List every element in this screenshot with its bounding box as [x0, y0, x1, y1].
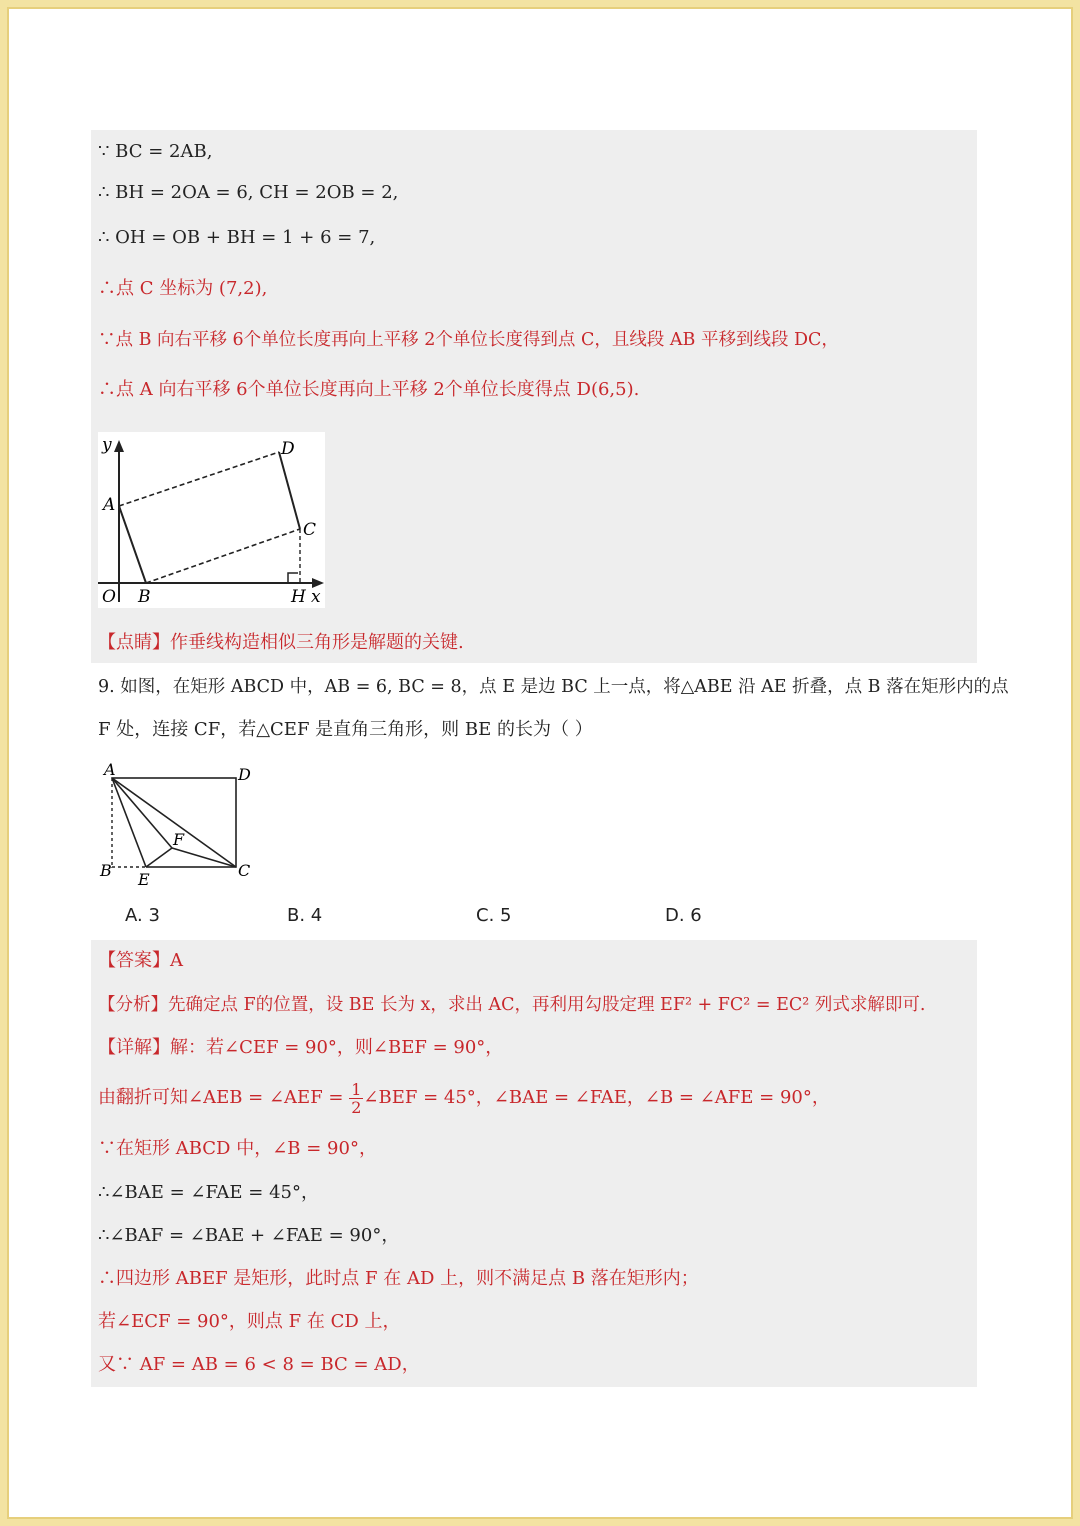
label-d: D — [281, 439, 295, 459]
label-c: C — [303, 520, 317, 540]
fraction-numerator: 1 — [351, 1079, 362, 1099]
fold-line-before: 由翻折可知∠AEB = ∠AEF = — [98, 1087, 350, 1108]
detail-line-rect: ∵在矩形 ABCD 中，∠B = 90°， — [98, 1138, 377, 1159]
fold-line — [98, 1078, 830, 1118]
detail-line: 【详解】解：若∠CEF = 90°，则∠BEF = 90°， — [98, 1037, 504, 1058]
analysis-line: 【分析】先确定点 F的位置，设 BE 长为 x，求出 AC，再利用勾股定理 EF² + FC² = EC² 列式求解即可. — [98, 995, 926, 1015]
detail-line-ecf: 若∠ECF = 90°，则点 F 在 CD 上， — [98, 1311, 401, 1332]
label-c: C — [238, 861, 251, 880]
option-d[interactable]: D. 6 — [665, 905, 702, 926]
detail-line-baf: ∴∠BAF = ∠BAE + ∠FAE = 90°， — [98, 1225, 400, 1246]
label-a: A — [103, 495, 116, 515]
label-b: B — [138, 587, 151, 607]
label-h: H — [291, 587, 306, 607]
label-x: x — [311, 587, 321, 607]
label-y: y — [102, 435, 112, 455]
coordinate-figure — [98, 432, 325, 608]
label-e: E — [138, 870, 150, 889]
label-o: O — [102, 587, 116, 607]
option-a[interactable]: A. 3 — [125, 905, 160, 926]
option-c[interactable]: C. 5 — [476, 905, 512, 926]
question-9-line-1: 9. 如图，在矩形 ABCD 中，AB = 6, BC = 8，点 E 是边 BC 上一点，将△ABE 沿 AE 折叠，点 B 落在矩形内的点 — [98, 677, 1009, 697]
one-half-fraction — [349, 1081, 363, 1116]
answer-line: 【答案】A — [98, 950, 183, 971]
detail-line-af: 又∵ AF = AB = 6 < 8 = BC = AD， — [98, 1354, 420, 1375]
label-f: F — [173, 830, 185, 849]
solution-line-3: ∴ OH = OB + BH = 1 + 6 = 7, — [98, 227, 376, 248]
fold-line-after: ∠BEF = 45°，∠BAE = ∠FAE，∠B = ∠AFE = 90°， — [363, 1087, 830, 1108]
rectangle-figure — [98, 760, 258, 890]
label-d: D — [238, 765, 251, 784]
solution-line-2: ∴ BH = 2OA = 6, CH = 2OB = 2, — [98, 182, 399, 203]
label-a: A — [104, 760, 116, 779]
solution-line-4: ∴点 C 坐标为 (7,2), — [98, 278, 268, 299]
key-point-note: 【点睛】作垂线构造相似三角形是解题的关键. — [98, 632, 464, 653]
solution-line-5: ∵点 B 向右平移 6个单位长度再向上平移 2个单位长度得到点 C，且线段 AB 平移到线段 DC， — [98, 330, 839, 350]
detail-line-bae: ∴∠BAE = ∠FAE = 45°， — [98, 1182, 320, 1203]
label-b: B — [100, 861, 112, 880]
option-b[interactable]: B. 4 — [287, 905, 323, 926]
solution-line-1: ∵ BC = 2AB, — [98, 141, 213, 162]
detail-line-abef: ∴四边形 ABEF 是矩形，此时点 F 在 AD 上，则不满足点 B 落在矩形内； — [98, 1268, 699, 1289]
fraction-denominator: 2 — [351, 1097, 362, 1117]
question-9-line-2: F 处，连接 CF，若△CEF 是直角三角形，则 BE 的长为（ ） — [98, 719, 593, 740]
solution-line-6: ∴点 A 向右平移 6个单位长度再向上平移 2个单位长度得点 D(6,5). — [98, 379, 640, 400]
